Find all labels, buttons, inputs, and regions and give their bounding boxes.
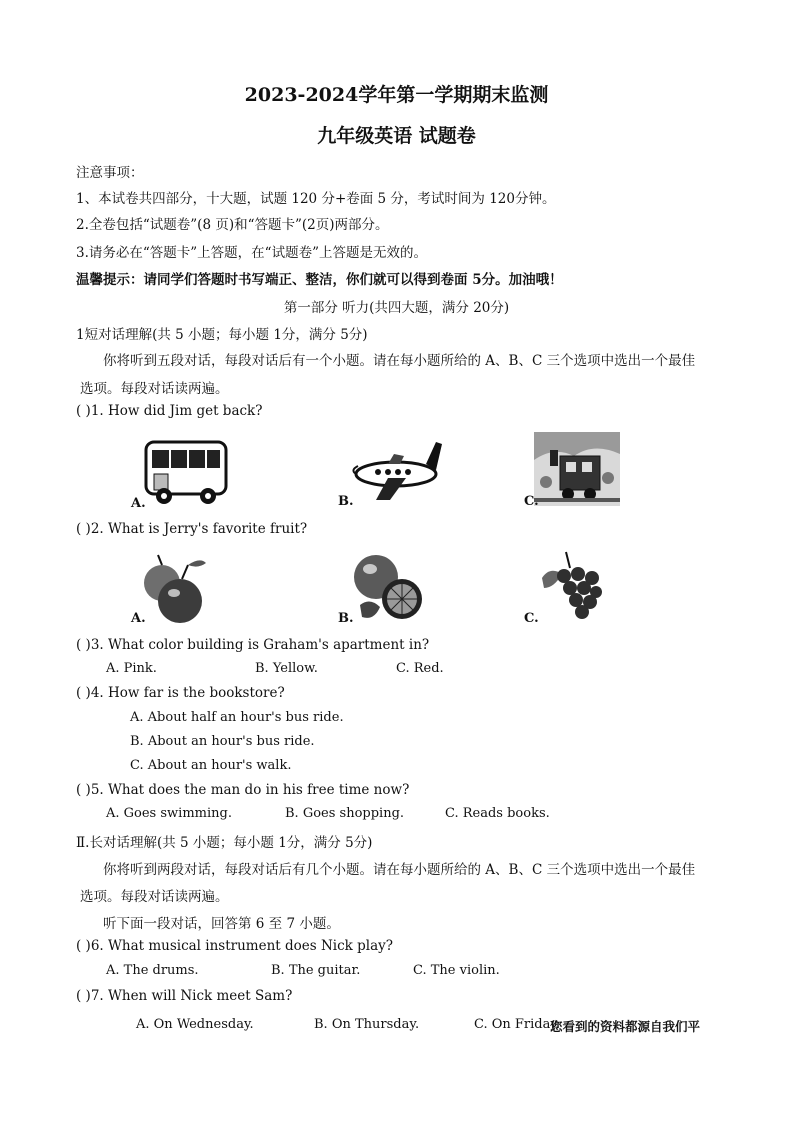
notes-item-1: 1、本试卷共四部分，十大题，试题 120 分+卷面 5 分，考试时间为 120分钟。 xyxy=(76,191,556,207)
section1-instruction-cont: 选项。每段对话读两遍。 xyxy=(80,381,229,397)
question-6-stem: ( )6. What musical instrument does Nick play? xyxy=(76,938,394,954)
q3-option-b: B. Yellow. xyxy=(255,661,318,676)
notes-item-2: 2.全卷包括“试题卷”(8 页)和“答题卡”(2页)两部分。 xyxy=(76,217,389,233)
q3-option-a: A. Pink. xyxy=(106,661,157,676)
question-2-stem: ( )2. What is Jerry's favorite fruit? xyxy=(76,521,308,537)
notes-item-3: 3.请务必在“答题卡”上答题，在“试题卷”上答题是无效的。 xyxy=(76,245,427,261)
q6-option-a: A. The drums. xyxy=(106,963,199,978)
section1-title: 1短对话理解(共 5 小题；每小题 1分，满分 5分) xyxy=(76,327,368,343)
q6-option-b: B. The guitar. xyxy=(271,963,361,978)
q5-option-b: B. Goes shopping. xyxy=(285,806,405,821)
q4-option-a: A. About half an hour's bus ride. xyxy=(130,710,344,725)
q5-option-c: C. Reads books. xyxy=(445,806,550,821)
section2-instruction-cont: 选项。每段对话读两遍。 xyxy=(80,889,229,905)
question-4-stem: ( )4. How far is the bookstore? xyxy=(76,685,285,701)
question-3-stem: ( )3. What color building is Graham's apartment in? xyxy=(76,637,430,653)
q3-option-c: C. Red. xyxy=(396,661,444,676)
oranges-icon xyxy=(350,549,426,625)
train-icon xyxy=(534,432,620,506)
q7-option-c: C. On Friday. xyxy=(474,1017,561,1032)
section1-instruction: 你将听到五段对话，每段对话后有一个小题。请在每小题所给的 A、B、C 三个选项中选出一个最佳 xyxy=(103,353,696,369)
apples-icon xyxy=(140,549,210,627)
notes-heading: 注意事项： xyxy=(76,165,144,181)
page-subtitle: 九年级英语 试题卷 xyxy=(317,125,476,147)
notes-tip: 温馨提示：请同学们答题时书写端正、整洁，你们就可以得到卷面 5分。加油哦！ xyxy=(76,272,563,288)
question-7-stem: ( )7. When will Nick meet Sam? xyxy=(76,988,293,1004)
q7-option-b: B. On Thursday. xyxy=(314,1017,420,1032)
section2-instruction: 你将听到两段对话，每段对话后有几个小题。请在每小题所给的 A、B、C 三个选项中选出一个最佳 xyxy=(103,862,696,878)
q4-option-c: C. About an hour's walk. xyxy=(130,758,292,773)
watermark-text: 您看到的资料都源自我们平 xyxy=(550,1019,701,1034)
section2-title: Ⅱ.长对话理解(共 5 小题；每小题 1分，满分 5分) xyxy=(76,835,373,851)
q4-option-b: B. About an hour's bus ride. xyxy=(130,734,315,749)
question-5-stem: ( )5. What does the man do in his free time now? xyxy=(76,782,410,798)
q5-option-a: A. Goes swimming. xyxy=(106,806,232,821)
part1-heading: 第一部分 听力(共四大题，满分 20分) xyxy=(283,300,510,316)
section2-subheading: 听下面一段对话，回答第 6 至 7 小题。 xyxy=(103,916,340,932)
q6-option-c: C. The violin. xyxy=(413,963,500,978)
grapes-icon xyxy=(540,548,604,620)
airplane-icon xyxy=(348,434,444,504)
q7-option-a: A. On Wednesday. xyxy=(136,1017,254,1032)
bus-icon xyxy=(140,436,232,506)
page-title: 2023-2024学年第一学期期末监测 xyxy=(244,84,549,106)
question-1-stem: ( )1. How did Jim get back? xyxy=(76,403,263,419)
